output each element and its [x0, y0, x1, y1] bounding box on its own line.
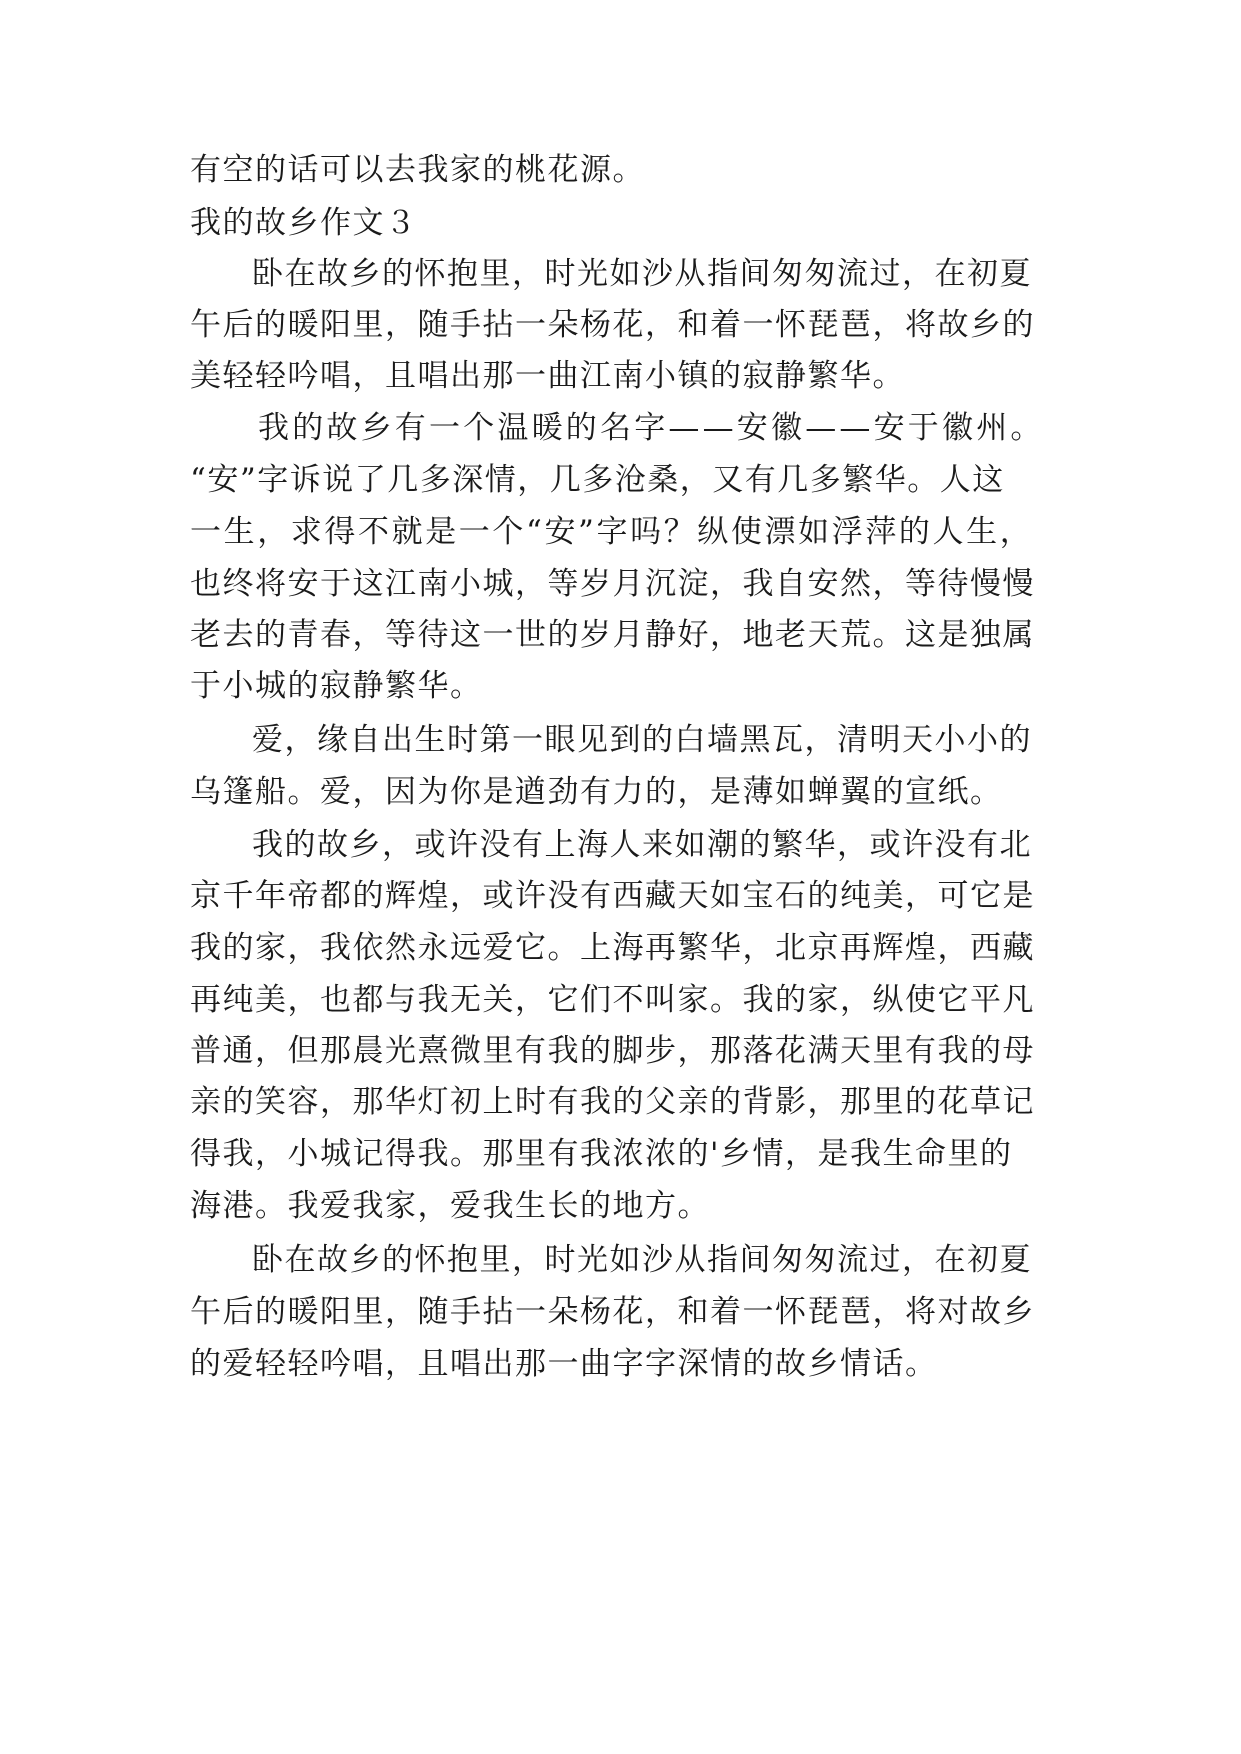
- text-line: 京千年帝都的辉煌，或许没有西藏天如宝石的纯美，可它是: [190, 878, 1035, 914]
- text-line: 卧在故乡的怀抱里，时光如沙从指间匆匆流过，在初夏: [252, 256, 1032, 292]
- text-line: 再纯美，也都与我无关，它们不叫家。我的家，纵使它平凡: [190, 982, 1035, 1018]
- text-line: 我的故乡，或许没有上海人来如潮的繁华，或许没有北: [252, 827, 1032, 863]
- text-line: 午后的暖阳里，随手拈一朵杨花，和着一怀琵琶，将故乡的: [190, 307, 1035, 343]
- text-line: 老去的青春，等待这一世的岁月静好，地老天荒。这是独属: [190, 617, 1035, 653]
- section-heading: 我的故乡作文３: [190, 205, 418, 241]
- text-line: 有空的话可以去我家的桃花源。: [190, 152, 645, 188]
- text-line: 也终将安于这江南小城，等岁月沉淀，我自安然，等待慢慢: [190, 566, 1035, 602]
- text-line: 爱，缘自出生时第一眼见到的白墙黑瓦，清明天小小的: [252, 722, 1032, 758]
- text-line: 乌篷船。爱，因为你是遒劲有力的，是薄如蝉翼的宣纸。: [190, 774, 1003, 810]
- text-line: 普通，但那晨光熹微里有我的脚步，那落花满天里有我的母: [190, 1033, 1035, 1069]
- text-line: 海港。我爱我家，爱我生长的地方。: [190, 1188, 710, 1224]
- text-line: 我的家，我依然永远爱它。上海再繁华，北京再辉煌，西藏: [190, 930, 1035, 966]
- text-line: 亲的笑容，那华灯初上时有我的父亲的背影，那里的花草记: [190, 1084, 1035, 1120]
- text-line: 美轻轻吟唱，且唱出那一曲江南小镇的寂静繁华。: [190, 358, 905, 394]
- text-line: 得我，小城记得我。那里有我浓浓的'乡情，是我生命里的: [190, 1136, 1013, 1172]
- text-line: 于小城的寂静繁华。: [190, 668, 483, 704]
- text-line: 我的故乡有一个温暖的名字——安徽——安于徽州。: [258, 410, 1045, 446]
- text-line: “安”字诉说了几多深情，几多沧桑，又有几多繁华。人这: [190, 462, 1005, 498]
- text-line: 一生，求得不就是一个“安”字吗？纵使漂如浮萍的人生，: [190, 514, 1034, 550]
- text-line: 午后的暖阳里，随手拈一朵杨花，和着一怀琵琶，将对故乡: [190, 1294, 1035, 1330]
- text-line: 卧在故乡的怀抱里，时光如沙从指间匆匆流过，在初夏: [252, 1242, 1032, 1278]
- text-line: 的爱轻轻吟唱，且唱出那一曲字字深情的故乡情话。: [190, 1346, 938, 1382]
